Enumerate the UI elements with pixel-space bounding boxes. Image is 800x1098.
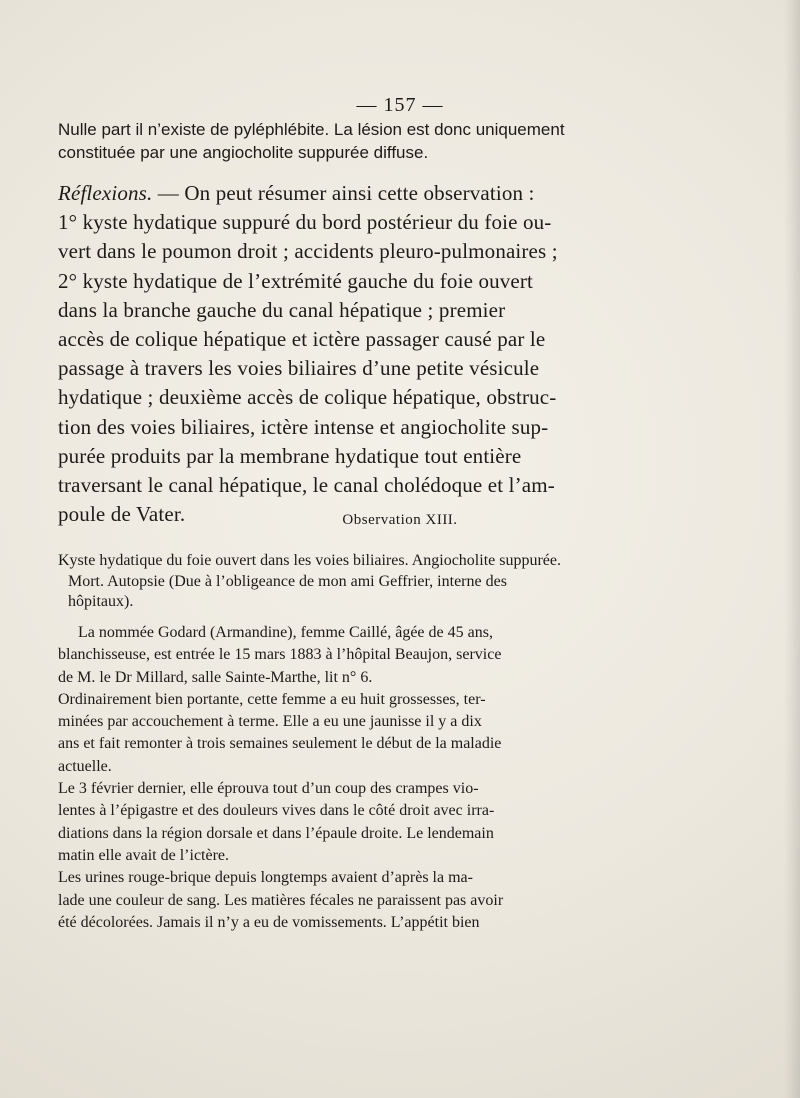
body-line: actuelle. [58,757,112,775]
body-line: La nommée Godard (Armandine), femme Caillé, âgée de 45 ans, [78,624,493,641]
body-line: Les urines rouge-brique depuis longtemps avaient d’après la ma- [58,869,473,887]
body-line: diations dans la région dorsale et dans l’épaule droite. Le lendemain [58,824,494,842]
observation-body [58,622,768,934]
observation-summary [58,551,768,613]
body-line: lentes à l’épigastre et des douleurs vives dans le côté droit avec irra- [58,802,495,820]
body-line: Le 3 février dernier, elle éprouva tout d’un coup des crampes vio- [58,780,479,798]
page-edge-shadow [784,0,800,1098]
body-line: blanchisseuse, est entrée le 15 mars 1883 à l’hôpital Beaujon, service [58,646,502,664]
reflexions-line: poule de Vater. [58,502,186,527]
reflexions-first-line [58,179,768,208]
reflexions-paragraph [58,179,768,529]
body-line: ans et fait remonter à trois semaines seulement le début de la maladie [58,735,502,753]
summary-line: Kyste hydatique du foie ouvert dans les voies biliaires. Angiocholite suppurée. [58,552,561,569]
body-line: de M. le Dr Millard, salle Sainte-Marthe, lit n° 6. [58,668,373,686]
body-line: matin elle avait de l’ictère. [58,846,230,864]
reflexions-line: tion des voies biliaires, ictère intense et angiocholite sup- [58,414,549,439]
reflexions-line: traversant le canal hépatique, le canal cholédoque et l’am- [58,473,555,498]
reflexions-line: dans la branche gauche du canal hépatique ; premier [58,297,506,322]
body-line: lade une couleur de sang. Les matières fécales ne paraissent pas avoir [58,891,504,909]
summary-line: hôpitaux). [68,593,134,611]
page-number: — 157 — [356,94,444,116]
reflexions-line: vert dans le poumon droit ; accidents pleuro-pulmonaires ; [58,239,558,264]
intro-line: constituée par une angiocholite suppurée diffuse. [58,143,429,162]
body-line: Ordinairement bien portante, cette femme a eu huit grossesses, ter- [58,690,486,708]
reflexions-line: passage à travers les voies biliaires d’une petite vésicule [58,356,540,381]
summary-line: Mort. Autopsie (Due à l’obligeance de mon ami Geffrier, interne des [68,572,507,590]
intro-line: Nulle part il n’existe de pyléphlébite. La lésion est donc uniquement [58,120,565,139]
reflexions-line: purée produits par la membrane hydatique tout entière [58,443,522,468]
body-line: minées par accouchement à terme. Elle a eu une jaunisse il y a dix [58,713,482,731]
reflexions-line: hydatique ; deuxième accès de colique hépatique, obstruc- [58,385,557,410]
reflexions-first-line-text: — On peut résumer ainsi cette observation : [152,181,535,205]
intro-paragraph [58,118,768,164]
reflexions-line: accès de colique hépatique et ictère passager causé par le [58,327,546,352]
reflexions-line: 1° kyste hydatique suppuré du bord postérieur du foie ou- [58,210,552,235]
observation-title: Observation XIII. [342,512,458,528]
reflexions-line: 2° kyste hydatique de l’extrémité gauche du foie ouvert [58,268,533,293]
body-line: été décolorées. Jamais il n’y a eu de vomissements. L’appétit bien [58,913,480,931]
reflexions-heading: Réflexions. [58,181,153,205]
